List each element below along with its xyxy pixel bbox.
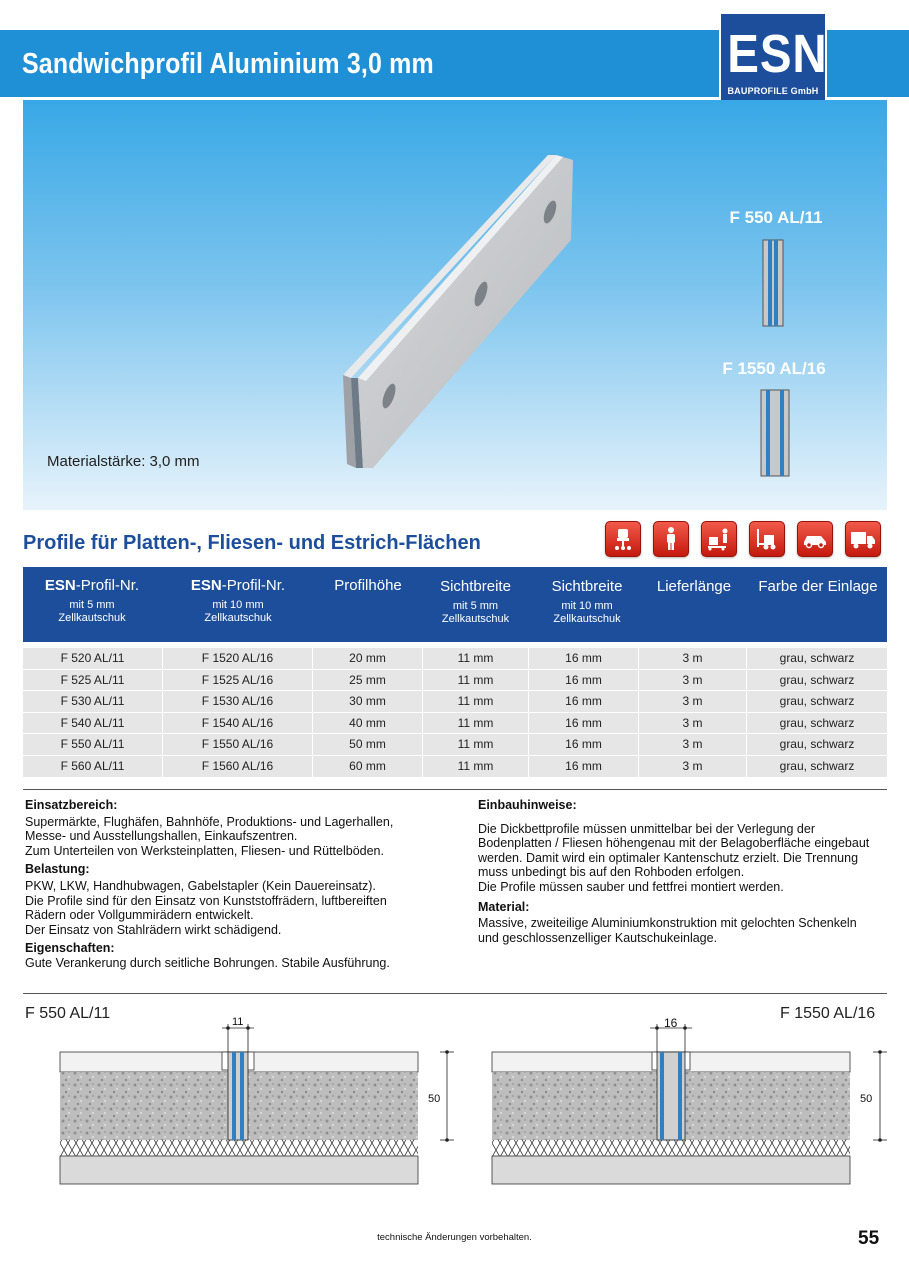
belastung-text: PKW, LKW, Handhubwagen, Gabelstapler (Kein Dauereinsatz). Die Profile sind für den Einsatz von Kunststoffrädern, luftbereiften Rädern oder Vollgummirädern entwickelt. Der Einsatz von Stahlrädern wirkt schädigend. <box>25 878 387 937</box>
einsatz-heading: Einsatzbereich: <box>25 798 118 812</box>
divider-top <box>23 789 887 790</box>
pedestrian-icon <box>653 521 689 557</box>
truck-icon <box>845 521 881 557</box>
dim-width-left: 11 <box>232 1016 244 1028</box>
table-row: F 525 AL/11 F 1525 AL/16 25 mm 11 mm 16 mm 3 m grau, schwarz <box>23 670 887 692</box>
car-icon <box>797 521 833 557</box>
header-col-6: Lieferlänge <box>656 578 732 595</box>
dim-width-right: 16 <box>664 1016 678 1030</box>
page-title: Sandwichprofil Aluminium 3,0 mm <box>22 48 434 80</box>
drawing-left-label: F 550 AL/11 <box>25 1005 111 1022</box>
profile-table <box>23 648 887 778</box>
drawing-left <box>60 1024 454 1184</box>
load-icons <box>605 521 881 557</box>
header-col-7: Farbe der Einlage <box>758 578 878 595</box>
table-header <box>23 567 887 642</box>
eigenschaften-heading: Eigenschaften: <box>25 941 115 956</box>
dim-height-left: 50 <box>428 1093 441 1105</box>
belastung-heading: Belastung: <box>25 862 90 877</box>
footer-note: technische Änderungen vorbehalten. <box>377 1232 532 1243</box>
einbau-text: Die Dickbettprofile müssen unmittelbar bei der Verlegung der Bodenplatten / Fliesen höhengenau mit der Belagoberfläche eingebaut werden. Damit wird ein optimaler Kantenschutz erzielt. Die Trennung muss unbedingt bis auf den Rohboden erfolgen. Die Profile müssen sauber und fettfrei montiert werden. <box>478 821 870 894</box>
installation-drawings <box>0 1010 909 1200</box>
table-row: F 550 AL/11 F 1550 AL/16 50 mm 11 mm 16 mm 3 m grau, schwarz <box>23 734 887 756</box>
logo-wordmark: ESN <box>727 24 828 84</box>
profile-code-top: F 550 AL/11 <box>729 208 823 227</box>
hand-pallet-truck-icon <box>701 521 737 557</box>
material-text: Massive, zweiteilige Aluminiumkonstruktion mit gelochten Schenkeln und geschlossenzelliger Kautschukeinlage. <box>478 916 857 945</box>
section-subtitle: Profile für Platten-, Fliesen- und Estrich-Flächen <box>23 532 481 554</box>
einsatz-text: Supermärkte, Flughäfen, Bahnhöfe, Produktions- und Lagerhallen, Messe- und Ausstellungshallen, Einkaufszentren. Zum Unterteilen von Werksteinplatten, Fliesen- und Rüttelböden. <box>25 814 394 858</box>
profile-illustration <box>23 100 887 510</box>
header-col-2: ESN-Profil-Nr. mit 10 mm Zellkautschuk <box>190 577 286 624</box>
office-chair-icon <box>605 521 641 557</box>
material-heading: Material: <box>478 899 530 914</box>
forklift-icon <box>749 521 785 557</box>
dim-height-right: 50 <box>860 1093 873 1105</box>
logo-subtitle: BAUPROFILE GmbH <box>727 86 819 96</box>
page-number: 55 <box>858 1228 880 1249</box>
divider-bottom <box>23 993 887 994</box>
header-col-4: Sichtbreite mit 5 mm Zellkautschuk <box>440 578 511 625</box>
header-col-3: Profilhöhe <box>334 577 402 594</box>
table-row: F 520 AL/11 F 1520 AL/16 20 mm 11 mm 16 mm 3 m grau, schwarz <box>23 648 887 670</box>
drawing-right <box>492 1024 887 1184</box>
drawing-right-label: F 1550 AL/16 <box>780 1005 876 1022</box>
info-left-column <box>25 798 455 971</box>
eigenschaften-text: Gute Verankerung durch seitliche Bohrungen. Stabile Ausführung. <box>25 955 390 970</box>
einbau-heading: Einbauhinweise: <box>478 798 577 812</box>
product-hero <box>23 100 887 510</box>
table-row: F 540 AL/11 F 1540 AL/16 40 mm 11 mm 16 mm 3 m grau, schwarz <box>23 713 887 735</box>
material-thickness-label: Materialstärke: 3,0 mm <box>47 453 200 470</box>
table-row: F 530 AL/11 F 1530 AL/16 30 mm 11 mm 16 mm 3 m grau, schwarz <box>23 691 887 713</box>
header-col-5: Sichtbreite mit 10 mm Zellkautschuk <box>551 578 623 625</box>
profile-code-bottom: F 1550 AL/16 <box>722 359 826 378</box>
header-col-1: ESN-Profil-Nr. mit 5 mm Zellkautschuk <box>44 577 140 624</box>
table-row: F 560 AL/11 F 1560 AL/16 60 mm 11 mm 16 mm 3 m grau, schwarz <box>23 756 887 778</box>
info-right-column <box>478 798 893 945</box>
